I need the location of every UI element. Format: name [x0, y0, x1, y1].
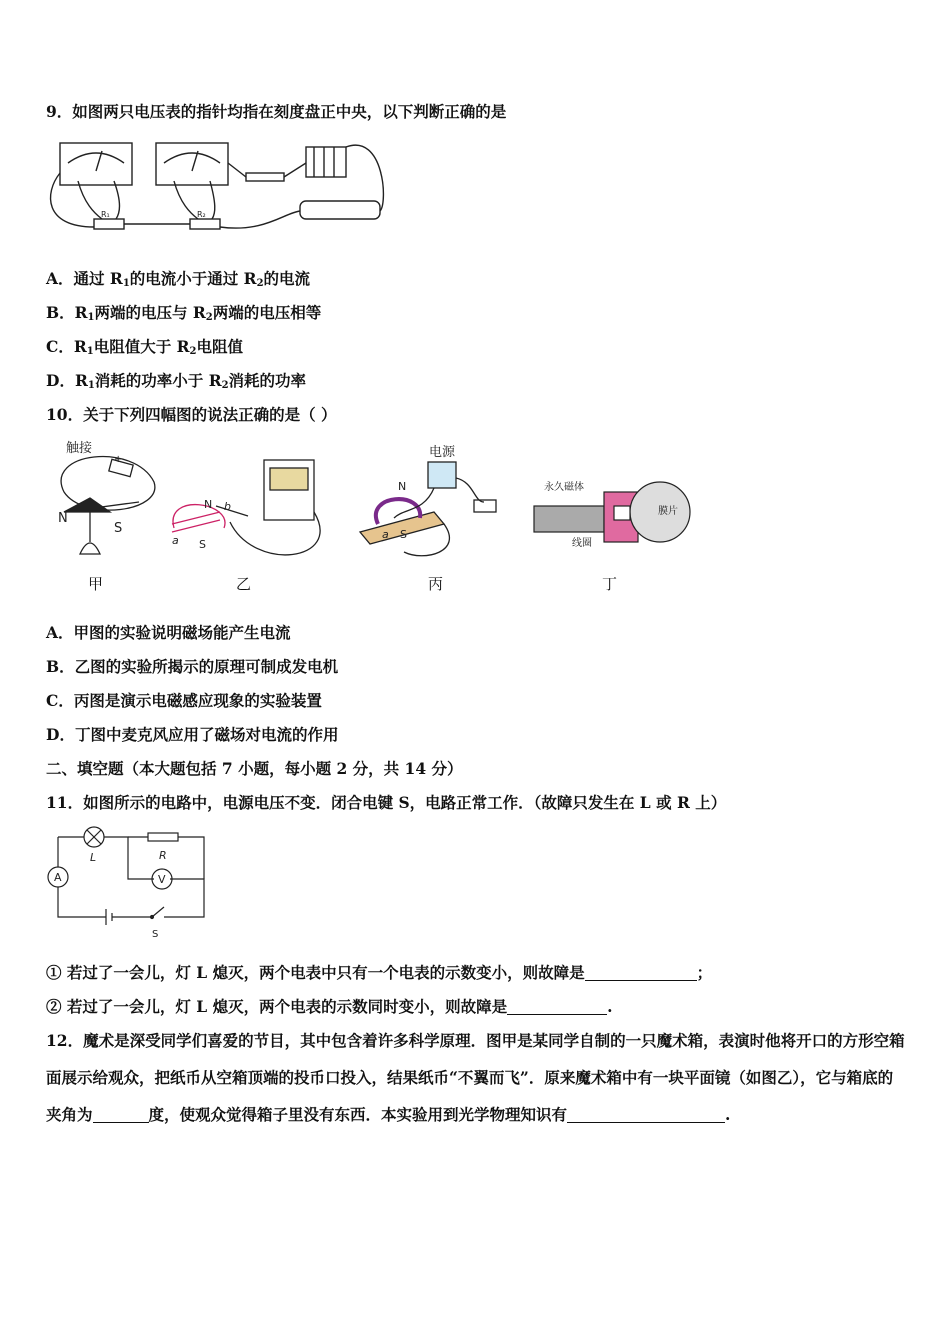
q10-option-c[interactable]: C．丙图是演示电磁感应现象的实验装置: [46, 691, 322, 710]
yi-a-label: a: [172, 534, 179, 547]
q10-four-figures: [44, 432, 704, 572]
switch-label: S: [152, 929, 159, 940]
q12-blank-knowledge[interactable]: [567, 1106, 717, 1123]
figure-yi: [172, 460, 320, 555]
q10-stem: 10．关于下列四幅图的说法正确的是（ ）: [46, 405, 337, 424]
figure-bing: [360, 462, 496, 556]
q9-option-d[interactable]: D．$R_1$消耗的功率小于 $R_2$消耗的功率: [46, 371, 307, 391]
yi-b-label: b: [224, 500, 231, 513]
caption-bing: 丙: [428, 575, 444, 593]
ammeter-label: A: [54, 871, 62, 884]
r2-label: R₂: [197, 210, 206, 219]
q11-blank-1[interactable]: [585, 964, 697, 981]
yi-s-label: S: [199, 538, 206, 551]
q10-option-d[interactable]: D．丁图中麦克风应用了磁场对电流的作用: [46, 725, 339, 744]
caption-ding: 丁: [602, 575, 618, 593]
voltmeter-label: V: [158, 873, 166, 886]
caption-yi: 乙: [236, 575, 252, 593]
battery-icon: [306, 147, 346, 177]
jia-n-label: N: [58, 511, 68, 526]
q10-option-a[interactable]: A．甲图的实验说明磁场能产生电流: [46, 623, 291, 642]
q10-option-b[interactable]: B．乙图的实验所揭示的原理可制成发电机: [46, 657, 339, 676]
touch-label: 触接: [66, 441, 93, 456]
voltmeter-1-icon: [60, 143, 132, 185]
bing-s-label: S: [400, 528, 407, 541]
q11-stem: 11．如图所示的电路中，电源电压不变．闭合电键 S，电路正常工作．（故障只发生在 L 或 R 上）: [46, 793, 727, 812]
voltmeter-2-icon: [156, 143, 228, 185]
switch-icon: [246, 173, 284, 181]
q9-stem: 9．如图两只电压表的指针均指在刻度盘正中央，以下判断正确的是: [46, 102, 507, 121]
jia-s-label: S: [114, 521, 123, 536]
r1-label: R₁: [101, 210, 110, 219]
yi-n-label: N: [204, 498, 213, 511]
q12-blank-angle[interactable]: [93, 1106, 149, 1123]
lamp-label: L: [90, 851, 97, 864]
section-2-heading: 二、填空题（本大题包括 7 小题，每小题 2 分，共 14 分）: [46, 759, 463, 778]
resistor-r-icon: [148, 833, 178, 841]
q11-circuit-figure: [44, 823, 214, 940]
power-supply-icon: [428, 462, 456, 488]
mic-handle-icon: [534, 506, 604, 532]
q9-option-c[interactable]: C．$R_1$电阻值大于 $R_2$电阻值: [46, 337, 243, 357]
bing-n-label: N: [398, 480, 407, 493]
caption-jia: 甲: [88, 575, 104, 593]
resistor-label: R: [159, 849, 167, 862]
q11-part-1: ① 若过了一会儿，灯 L 熄灭，两个电表中只有一个电表的示数变小，则故障是 ；: [46, 963, 713, 982]
q11-part-2: ② 若过了一会儿，灯 L 熄灭，两个电表的示数同时变小，则故障是 .: [46, 997, 613, 1016]
switch-bing-icon: [474, 500, 496, 512]
q9-option-b[interactable]: B．$R_1$两端的电压与 $R_2$两端的电压相等: [46, 303, 322, 323]
resistor-r2-icon: [190, 219, 220, 229]
q9-option-a[interactable]: A．通过 $R_1$的电流小于通过 $R_2$的电流: [46, 269, 311, 289]
plus-label: +: [114, 454, 123, 465]
resistor-r1-icon: [94, 219, 124, 229]
coil-label: 线圈: [572, 538, 592, 549]
power-label: 电源: [429, 445, 456, 460]
q12-paragraph: 12．魔术是深受同学们喜爱的节目，其中包含着许多科学原理．图甲是某同学自制的一只魔术箱，表演时他将开口的方形空箱面展示给观众，把纸币从空箱顶端的投币口投入，结果纸币“不翼而飞”．原来魔术箱中有一块平面镜（如图乙），它与箱底的夹角为 度，使观众觉得箱子里没有东西．本实验用到光学物理知识有 .: [46, 1031, 905, 1124]
membrane-label: 膜片: [658, 506, 678, 517]
bing-a-label: a: [382, 528, 389, 541]
figure-jia: [61, 457, 155, 554]
rheostat-icon: [300, 201, 380, 219]
q11-blank-2[interactable]: [507, 998, 607, 1015]
magnet-label: 永久磁体: [544, 482, 584, 493]
q9-voltmeter-circuit-figure: [44, 133, 394, 238]
